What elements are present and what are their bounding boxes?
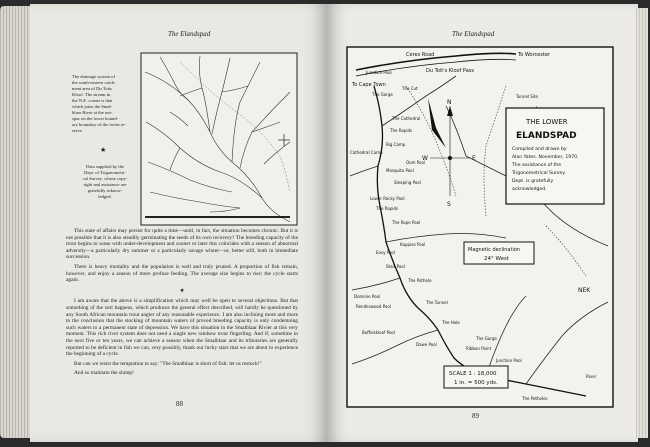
credit-line: Dept. of Trigonometri- — [84, 170, 126, 175]
compass-w: W — [422, 155, 428, 162]
caption-line: the south-eastern catch- — [72, 80, 116, 85]
map-label: The Gorge — [372, 92, 393, 97]
label-tunnel-site: Tunnel Site — [516, 94, 538, 99]
scale-inches: 1 in. = 500 yds. — [454, 380, 498, 386]
map-label: Dominie Pool — [354, 294, 381, 299]
drainage-map-figure — [140, 52, 298, 226]
caption-line: spur on the lower bound- — [72, 116, 119, 121]
caption-line: the N.E. corner is that — [72, 98, 113, 103]
caption-line: ary boundary of the forest re- — [72, 122, 126, 127]
map-label: Stair Pool — [386, 264, 405, 269]
map-label: Buffelskloof Pool — [362, 330, 395, 335]
map-credit-line: Dept. is gratefully — [512, 179, 554, 184]
caption-line: serve. — [72, 128, 83, 133]
declination-value: 24° West — [484, 256, 510, 262]
map-credit-line: Compiled and drawn by — [512, 147, 567, 152]
map-credit-line: acknowledged. — [512, 187, 547, 192]
credit-line: ledged. — [98, 194, 112, 199]
paragraph: There is heavy mortality and the population is well and truly pruned. A proportion of fish remain, however, and enjoy a season of more profuse feeding. The average size begins to rise; the cycle starts again. — [66, 263, 298, 284]
map-label: Cathedral Camp — [350, 150, 383, 155]
right-running-head: The Elandspad — [452, 30, 495, 38]
map-label: Junction Pool — [366, 70, 392, 75]
map-label: Ribbon Point — [466, 346, 492, 351]
map-label: Lower Rocky Pool — [370, 196, 405, 201]
map-label: Rendeswood Pool — [356, 304, 391, 309]
credit-line: gratefully acknow- — [87, 188, 123, 193]
map-label: Easy Pool — [376, 250, 395, 255]
declination-text: Magnetic declination — [468, 247, 521, 253]
map-label-nek: NEK — [578, 287, 591, 294]
credit-line: right and assistance are — [83, 182, 127, 187]
left-page-number: 88 — [176, 400, 183, 408]
paragraph: But can we resist the temptation to say: "The Smalblaar is short of fish: let us restock!" — [74, 360, 262, 367]
map-label: Oom Pool — [406, 160, 426, 165]
caption-line: ment area of Du Toits — [72, 86, 112, 91]
compass-e: E — [472, 155, 476, 162]
caption-line: Kloof. The stream in — [72, 92, 111, 97]
map-label: The Potholes — [522, 396, 548, 401]
paragraph: And so maintain the slump! — [74, 370, 134, 377]
map-label: The Gorge — [476, 336, 497, 341]
map-label: The Rapids — [390, 128, 413, 133]
credit-line: cal Survey, whose copy- — [82, 176, 128, 181]
map-credit-line: Trigonometrical Survey — [512, 171, 566, 176]
map-title-2: ELANDSPAD — [516, 131, 577, 141]
paragraph: I am aware that the above is a simplification which may well be open to several objections. But that something of the sort happens, which produces the general effect described, will hardly be questioned by any South African mountain trout angler of any reasonable experience. I am also inclining more and more to the conclusion that the stocking of mountain waters of proved breeding capacity is only condemning such waters to a permanent state of depression. We have this situation in the Smalblaar Rivier at this very moment. This rich river system does not need a single new rainbow trout fingerling. And if, sometime in the next five or ten years, we can achieve a season when the Smalblaar and its tributaries are generally reported to be deficient in fish we can, very possibly, thank our lucky stars that we are about to experience the beginning of a cycle. — [66, 298, 298, 358]
map-label: River — [586, 374, 597, 379]
caption-line: blaar River at the out- — [72, 110, 113, 115]
right-page-number: 89 — [472, 412, 479, 420]
body-text — [66, 228, 298, 380]
map-label: The Hole — [442, 320, 460, 325]
left-running-head: The Elandspad — [168, 30, 211, 38]
map-label: Junction Pool — [496, 358, 522, 363]
label-pass: Du Toit's Kloof Pass — [426, 68, 474, 74]
map-label: The Cathedral — [392, 116, 421, 121]
caption-line: The drainage system of — [72, 74, 115, 79]
compass-s: S — [447, 201, 451, 208]
right-page-edges — [636, 8, 648, 438]
map-credit-line: Alan Yates. November, 1970. — [512, 155, 579, 160]
lower-elandspad-map — [346, 46, 614, 408]
caption-line: which joins the Smal- — [72, 104, 113, 109]
map-label: Big Camp — [386, 142, 406, 147]
map-label: Mosquito Pool — [386, 168, 414, 173]
map-label: Dawe Pool — [416, 342, 437, 347]
figure-credit — [74, 164, 136, 200]
map-credit-line: The assistance of the — [512, 163, 562, 168]
label-ceres-road: Ceres Road — [406, 52, 435, 58]
map-label: Kappies Pool — [400, 242, 426, 247]
label-to-worcester: To Worcester — [518, 52, 551, 58]
label-to-cape-town: To Cape Town — [352, 82, 386, 88]
map-label: The Rope Pool — [392, 220, 421, 225]
map-label: The Rapids — [376, 206, 399, 211]
map-label: The Cut — [402, 86, 418, 91]
map-label: The Tunnel — [426, 300, 448, 305]
figure-caption — [72, 74, 138, 134]
credit-line: Data supplied by the — [86, 164, 124, 169]
map-label: Sleeping Pool — [394, 180, 421, 185]
star-separator: ★ — [179, 287, 185, 294]
map-title-1: THE LOWER — [526, 118, 568, 126]
map-label: The Pothole — [408, 278, 432, 283]
compass-n: N — [447, 99, 452, 106]
paragraph: This state of affairs may persist for quite a time—until, in fact, the situation becomes chronic. But it is not possible that it is also steadily germinating the seeds of its own recovery? The breeding capacity of the trout begins to wane with under-development and sooner or later this coincides with a season of abnormal adversity—a particularly dry summer or a particularly savage winter—or, better still, both in immediate succession. — [66, 228, 298, 261]
star-separator: ★ — [100, 146, 107, 154]
scale-ratio: SCALE 1 : 18,000 — [449, 371, 497, 377]
